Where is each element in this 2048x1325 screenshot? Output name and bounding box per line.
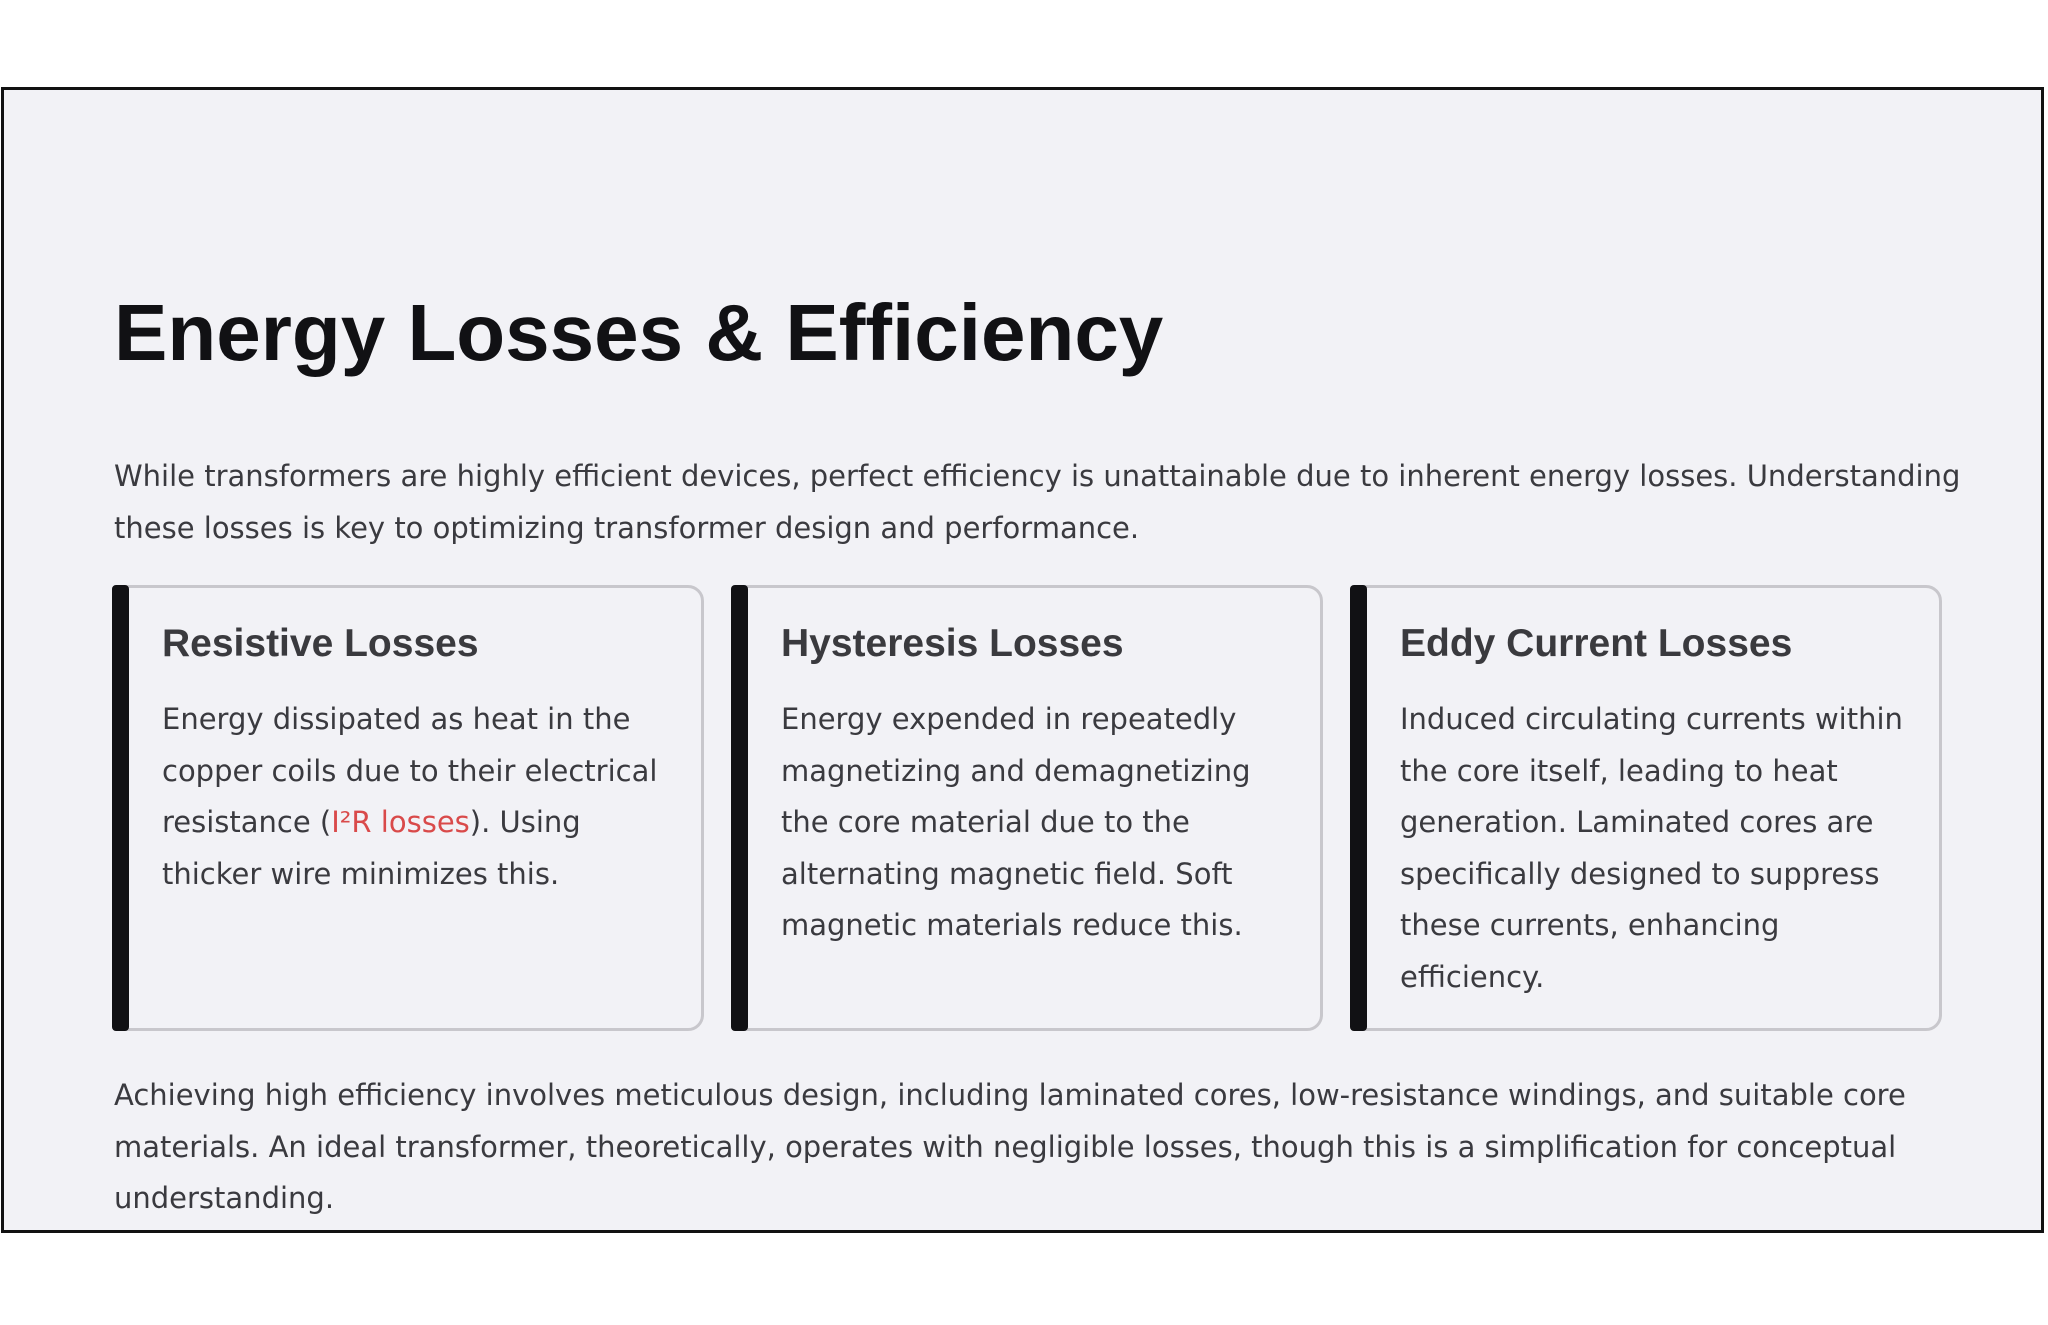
page-title: Energy Losses & Efficiency (114, 288, 1164, 377)
card-body-text-end: ). Using thicker wire minimizes this. (162, 805, 581, 891)
card-title: Eddy Current Losses (1400, 622, 1793, 665)
card-resistive-losses (112, 585, 704, 1031)
card-accent-bar (112, 585, 129, 1031)
card-title: Resistive Losses (162, 622, 479, 665)
highlight-term: I²R losses (331, 805, 470, 839)
card-eddy-current-losses (1350, 585, 1942, 1031)
intro-paragraph: While transformers are highly efficient devices, perfect efficiency is unattainable due to inherent energy losses. Understanding these losses is key to optimizing transformer design and performance. (114, 459, 1961, 545)
outro-paragraph: Achieving high efficiency involves meticulous design, including laminated cores, low-resistance windings, and suitable core materials. An ideal transformer, theoretically, operates with negligible losses, though this is a simplification for conceptual understanding. (114, 1078, 1906, 1215)
card-body: Energy expended in repeatedly magnetizing and demagnetizing the core material due to the alternating magnetic field. Soft magnetic materials reduce this. (781, 702, 1251, 942)
card-body: Induced circulating currents within the core itself, leading to heat generation. Laminated cores are specifically designed to suppress these currents, enhancing efficiency. (1400, 702, 1903, 994)
card-body (162, 694, 687, 900)
card-title: Hysteresis Losses (781, 622, 1124, 665)
card-hysteresis-losses (731, 585, 1323, 1031)
slide (1, 87, 2044, 1233)
card-accent-bar (731, 585, 748, 1031)
card-accent-bar (1350, 585, 1367, 1031)
card-body-text-start: Energy dissipated as heat in the copper coils due to their electrical resistance ( (162, 702, 658, 839)
